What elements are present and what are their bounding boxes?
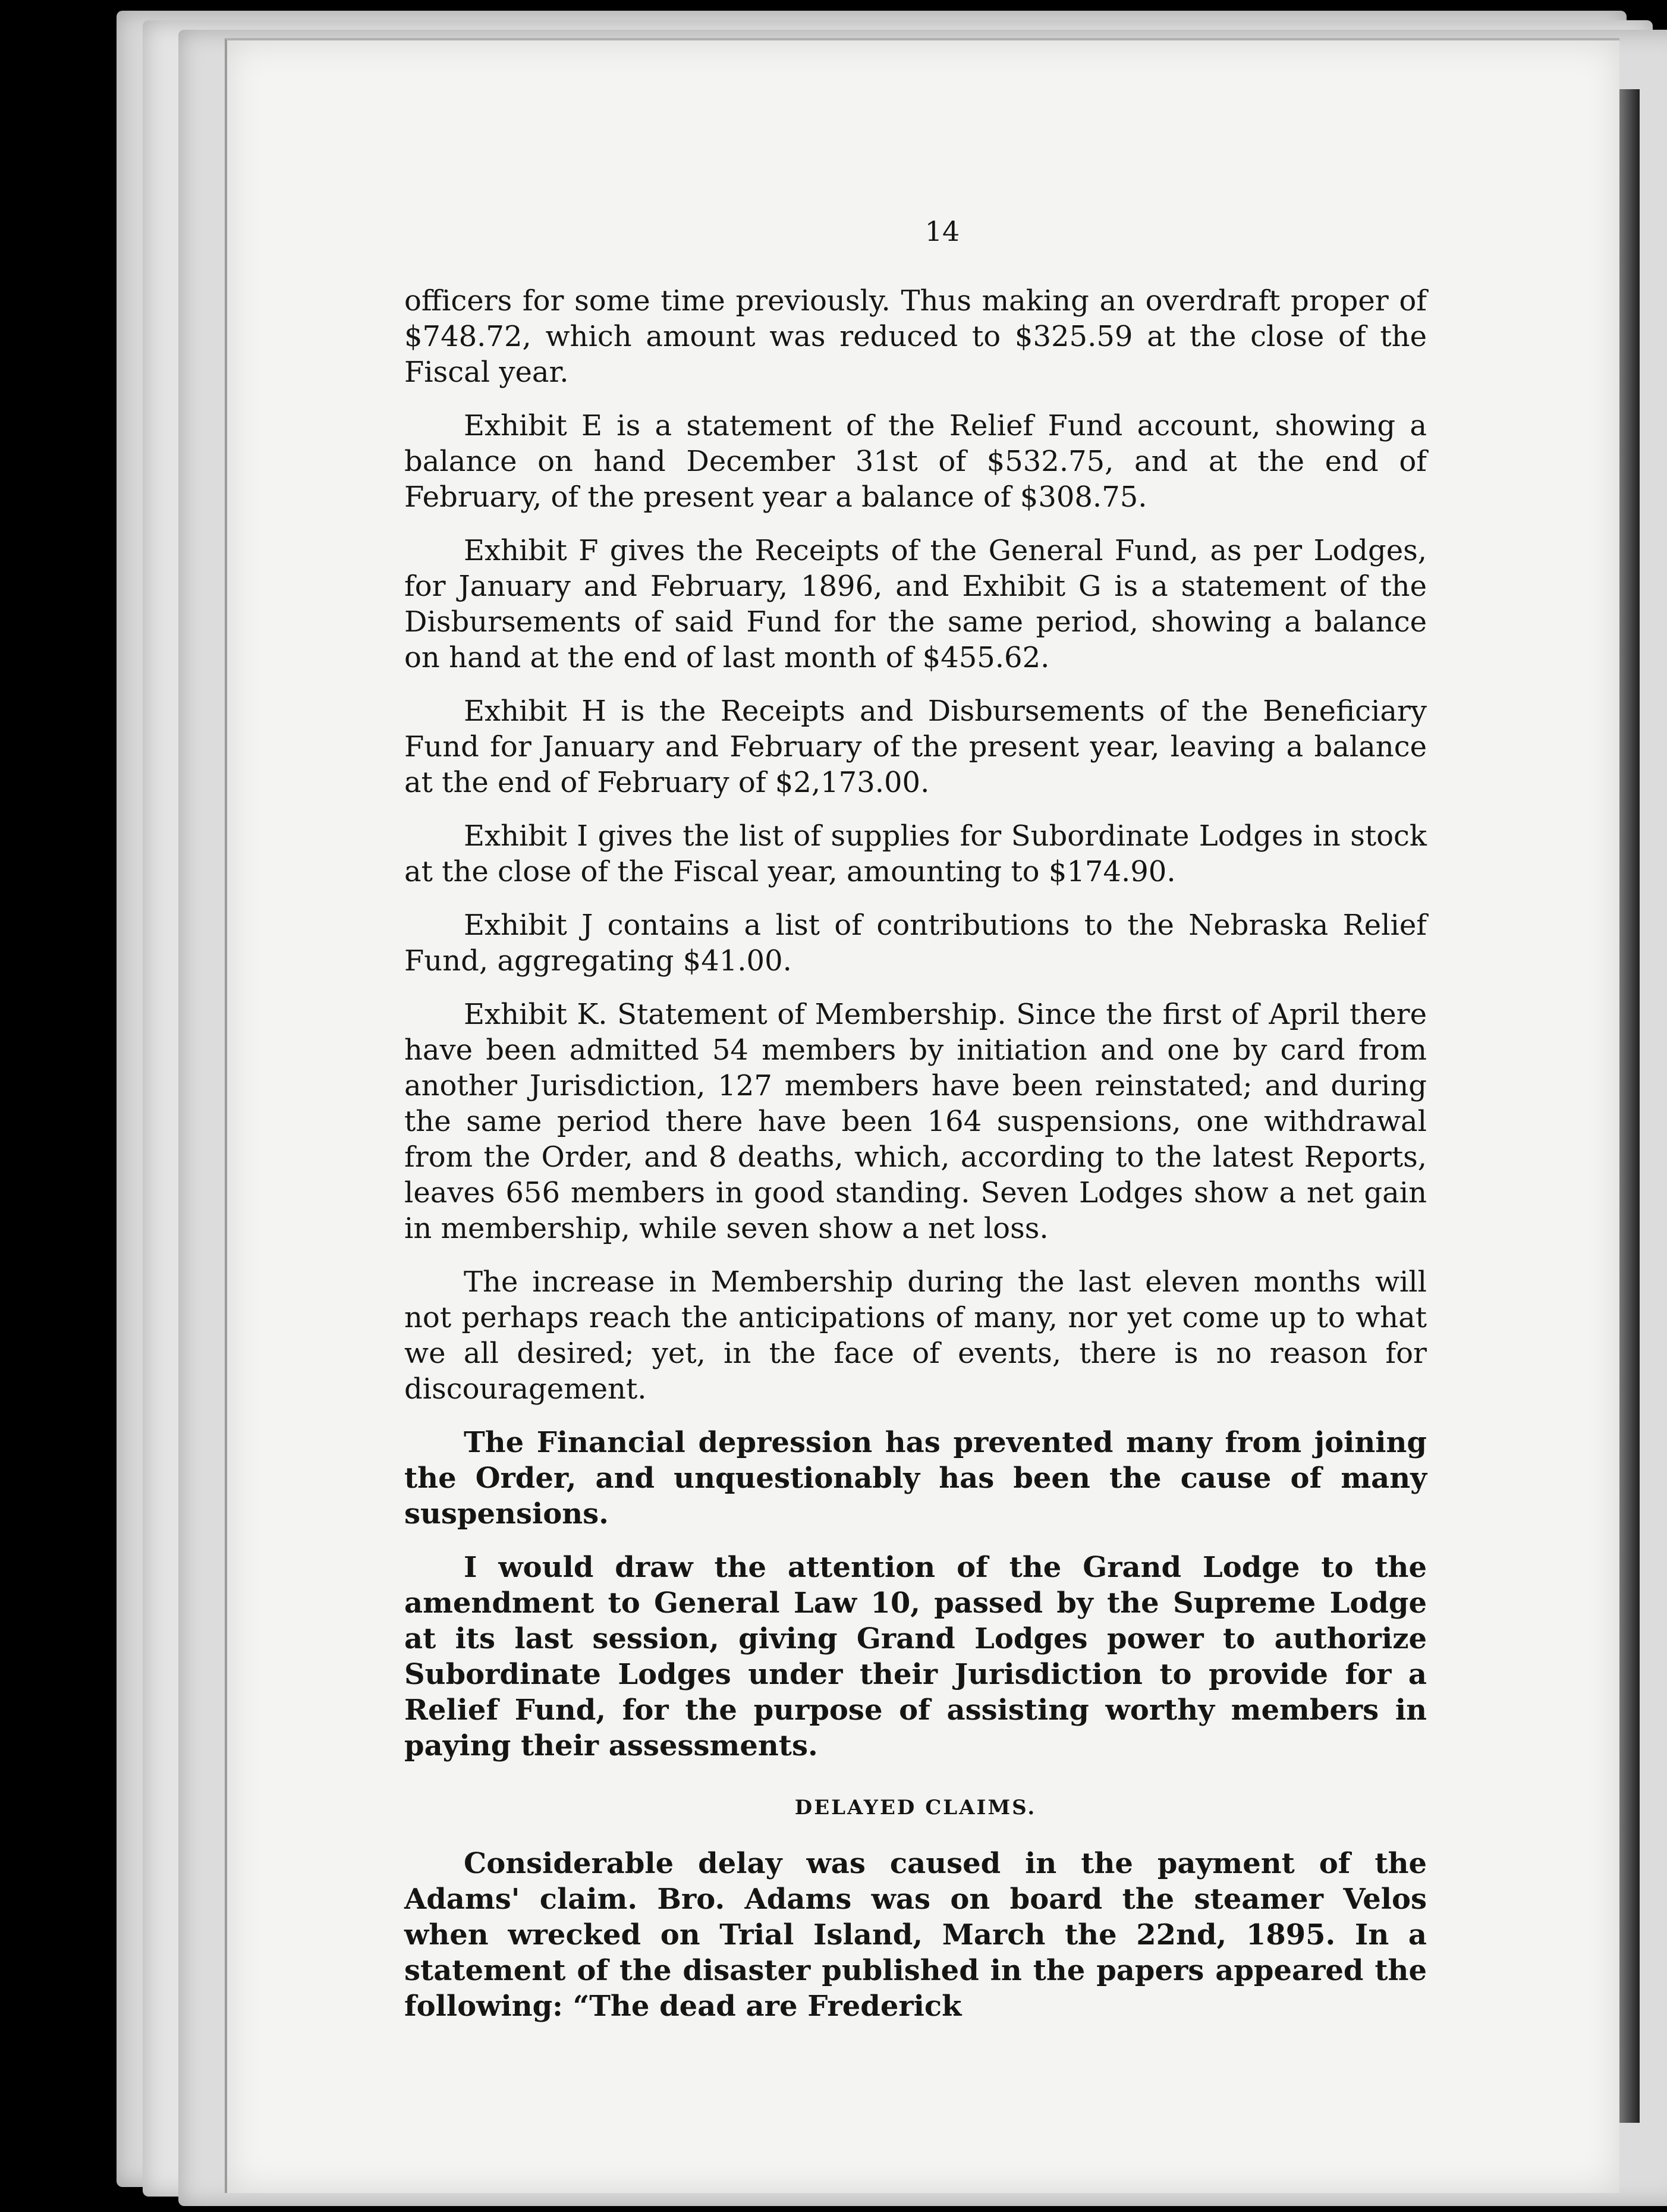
paragraph: I would draw the attention of the Grand Lodge to the amendment to General Law 10, passed by the Supreme Lodge at its last session, giving Grand Lodges power to authorize Subordinate Lodges under their Jurisdiction to provide for a Relief Fund, for the purpose of assisting worthy members in paying their assessments.	[404, 1551, 1427, 1762]
paragraph: Considerable delay was caused in the payment of the Adams' claim. Bro. Adams was on board the steamer Velos when wrecked on Trial Island, March the 22nd, 1895. In a statement of the disaster published in the papers appeared the following: “The dead are Frederick	[404, 1847, 1427, 2023]
paragraph: Exhibit H is the Receipts and Disbursements of the Beneficiary Fund for January and February of the present year, leaving a balance at the end of February of $2,173.00.	[404, 695, 1427, 799]
body-text	[404, 213, 1427, 2042]
paragraph: Exhibit E is a statement of the Relief Fund account, showing a balance on hand December 31st of $532.75, and at the end of February, of the present year a balance of $308.75.	[404, 409, 1427, 514]
paragraph: Exhibit F gives the Receipts of the General Fund, as per Lodges, for January and February, 1896, and Exhibit G is a statement of the Disbursements of said Fund for the same period, showing a balance on hand at the end of last month of $455.62.	[404, 534, 1427, 674]
paragraph: Exhibit I gives the list of supplies for Subordinate Lodges in stock at the close of the Fiscal year, amounting to $174.90.	[404, 819, 1427, 888]
paragraph: The Financial depression has prevented many from joining the Order, and unquestionably has been the cause of many suspensions.	[404, 1426, 1427, 1531]
section-heading: DELAYED CLAIMS.	[794, 1796, 1037, 1820]
paragraph: officers for some time previously. Thus making an overdraft proper of $748.72, which amount was reduced to $325.59 at the close of the Fiscal year.	[404, 284, 1427, 389]
paragraph: Exhibit K. Statement of Membership. Since the first of April there have been admitted 54 members by initiation and one by card from another Jurisdiction, 127 members have been reinstated; and during the same period there have been 164 suspensions, one withdrawal from the Order, and 8 deaths, which, according to the latest Reports, leaves 656 members in good standing. Seven Lodges show a net gain in membership, while seven show a net loss.	[404, 998, 1427, 1245]
page-number: 14	[924, 215, 960, 247]
paragraph: Exhibit J contains a list of contributions to the Nebraska Relief Fund, aggregating $41.00.	[404, 909, 1427, 978]
paragraph: The increase in Membership during the last eleven months will not perhaps reach the anticipations of many, nor yet come up to what we all desired; yet, in the face of events, there is no reason for discouragement.	[404, 1265, 1427, 1406]
